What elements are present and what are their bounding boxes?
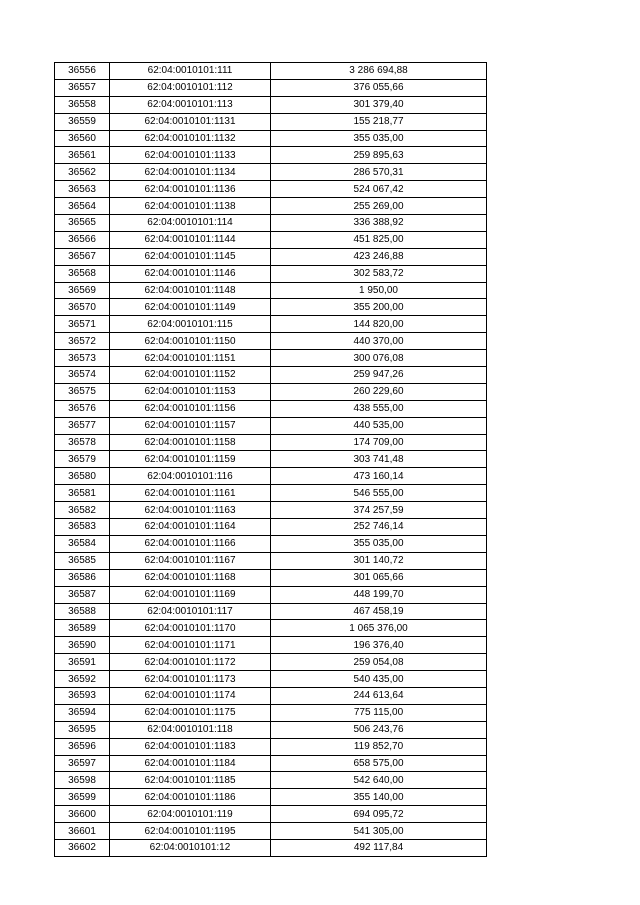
cadastral-value-cell: 302 583,72 (271, 265, 487, 282)
table-row (55, 333, 487, 350)
row-number-cell: 36575 (55, 383, 110, 400)
cadastral-value-cell: 775 115,00 (271, 704, 487, 721)
row-number-cell: 36571 (55, 316, 110, 333)
table-row (55, 383, 487, 400)
row-number-cell: 36597 (55, 755, 110, 772)
cadastral-number-cell: 62:04:0010101:115 (110, 316, 271, 333)
table-row (55, 721, 487, 738)
cadastral-number-cell: 62:04:0010101:1166 (110, 535, 271, 552)
table-row (55, 569, 487, 586)
cadastral-value-cell: 244 613,64 (271, 687, 487, 704)
row-number-cell: 36558 (55, 96, 110, 113)
row-number-cell: 36564 (55, 198, 110, 215)
row-number-cell: 36599 (55, 789, 110, 806)
cadastral-value-cell: 260 229,60 (271, 383, 487, 400)
cadastral-value-cell: 506 243,76 (271, 721, 487, 738)
cadastral-number-cell: 62:04:0010101:111 (110, 63, 271, 80)
table-row (55, 79, 487, 96)
table-row (55, 654, 487, 671)
row-number-cell: 36563 (55, 181, 110, 198)
cadastral-number-cell: 62:04:0010101:1183 (110, 738, 271, 755)
row-number-cell: 36580 (55, 468, 110, 485)
row-number-cell: 36562 (55, 164, 110, 181)
cadastral-number-cell: 62:04:0010101:1167 (110, 552, 271, 569)
row-number-cell: 36594 (55, 704, 110, 721)
cadastral-value-cell: 451 825,00 (271, 231, 487, 248)
cadastral-value-cell: 423 246,88 (271, 248, 487, 265)
table-row (55, 620, 487, 637)
cadastral-value-cell: 3 286 694,88 (271, 63, 487, 80)
cadastral-value-cell: 376 055,66 (271, 79, 487, 96)
cadastral-value-cell: 438 555,00 (271, 400, 487, 417)
row-number-cell: 36573 (55, 350, 110, 367)
row-number-cell: 36567 (55, 248, 110, 265)
table-row (55, 113, 487, 130)
row-number-cell: 36602 (55, 839, 110, 856)
cadastral-value-cell: 174 709,00 (271, 434, 487, 451)
cadastral-number-cell: 62:04:0010101:1148 (110, 282, 271, 299)
row-number-cell: 36587 (55, 586, 110, 603)
cadastral-number-cell: 62:04:0010101:1134 (110, 164, 271, 181)
table-row (55, 502, 487, 519)
row-number-cell: 36596 (55, 738, 110, 755)
table-row (55, 755, 487, 772)
cadastral-value-cell: 259 947,26 (271, 367, 487, 384)
cadastral-value-cell: 259 054,08 (271, 654, 487, 671)
row-number-cell: 36556 (55, 63, 110, 80)
table-row (55, 637, 487, 654)
cadastral-value-cell: 473 160,14 (271, 468, 487, 485)
cadastral-number-cell: 62:04:0010101:1151 (110, 350, 271, 367)
cadastral-value-cell: 355 200,00 (271, 299, 487, 316)
row-number-cell: 36570 (55, 299, 110, 316)
cadastral-number-cell: 62:04:0010101:114 (110, 215, 271, 232)
row-number-cell: 36565 (55, 215, 110, 232)
cadastral-number-cell: 62:04:0010101:1186 (110, 789, 271, 806)
cadastral-number-cell: 62:04:0010101:1172 (110, 654, 271, 671)
row-number-cell: 36598 (55, 772, 110, 789)
table-row (55, 535, 487, 552)
cadastral-number-cell: 62:04:0010101:1153 (110, 383, 271, 400)
cadastral-number-cell: 62:04:0010101:1163 (110, 502, 271, 519)
table-row (55, 198, 487, 215)
cadastral-number-cell: 62:04:0010101:1174 (110, 687, 271, 704)
row-number-cell: 36574 (55, 367, 110, 384)
cadastral-value-cell: 448 199,70 (271, 586, 487, 603)
cadastral-value-cell: 1 065 376,00 (271, 620, 487, 637)
row-number-cell: 36582 (55, 502, 110, 519)
table-row (55, 671, 487, 688)
cadastral-value-cell: 336 388,92 (271, 215, 487, 232)
cadastral-value-cell: 440 370,00 (271, 333, 487, 350)
table-row (55, 248, 487, 265)
row-number-cell: 36586 (55, 569, 110, 586)
cadastral-number-cell: 62:04:0010101:1131 (110, 113, 271, 130)
cadastral-number-cell: 62:04:0010101:118 (110, 721, 271, 738)
cadastral-number-cell: 62:04:0010101:1159 (110, 451, 271, 468)
cadastral-value-cell: 196 376,40 (271, 637, 487, 654)
cadastral-number-cell: 62:04:0010101:119 (110, 806, 271, 823)
cadastral-number-cell: 62:04:0010101:1156 (110, 400, 271, 417)
cadastral-number-cell: 62:04:0010101:1164 (110, 519, 271, 536)
cadastral-number-cell: 62:04:0010101:113 (110, 96, 271, 113)
cadastral-number-cell: 62:04:0010101:1157 (110, 417, 271, 434)
row-number-cell: 36569 (55, 282, 110, 299)
table-row (55, 231, 487, 248)
row-number-cell: 36561 (55, 147, 110, 164)
table-row (55, 350, 487, 367)
cadastral-number-cell: 62:04:0010101:1133 (110, 147, 271, 164)
cadastral-value-cell: 374 257,59 (271, 502, 487, 519)
cadastral-value-cell: 355 140,00 (271, 789, 487, 806)
table-body (55, 63, 487, 857)
row-number-cell: 36581 (55, 485, 110, 502)
cadastral-value-table (54, 62, 487, 857)
row-number-cell: 36593 (55, 687, 110, 704)
cadastral-value-cell: 301 379,40 (271, 96, 487, 113)
cadastral-number-cell: 62:04:0010101:112 (110, 79, 271, 96)
row-number-cell: 36566 (55, 231, 110, 248)
cadastral-number-cell: 62:04:0010101:1171 (110, 637, 271, 654)
cadastral-value-cell: 144 820,00 (271, 316, 487, 333)
cadastral-value-cell: 1 950,00 (271, 282, 487, 299)
table-row (55, 265, 487, 282)
row-number-cell: 36585 (55, 552, 110, 569)
cadastral-value-cell: 492 117,84 (271, 839, 487, 856)
cadastral-value-cell: 541 305,00 (271, 823, 487, 840)
row-number-cell: 36592 (55, 671, 110, 688)
table-row (55, 367, 487, 384)
table-row (55, 417, 487, 434)
cadastral-value-cell: 252 746,14 (271, 519, 487, 536)
cadastral-value-cell: 524 067,42 (271, 181, 487, 198)
cadastral-number-cell: 62:04:0010101:1168 (110, 569, 271, 586)
table-row (55, 704, 487, 721)
cadastral-value-cell: 155 218,77 (271, 113, 487, 130)
cadastral-number-cell: 62:04:0010101:116 (110, 468, 271, 485)
row-number-cell: 36589 (55, 620, 110, 637)
row-number-cell: 36584 (55, 535, 110, 552)
row-number-cell: 36578 (55, 434, 110, 451)
row-number-cell: 36577 (55, 417, 110, 434)
row-number-cell: 36590 (55, 637, 110, 654)
cadastral-value-cell: 658 575,00 (271, 755, 487, 772)
cadastral-value-cell: 542 640,00 (271, 772, 487, 789)
row-number-cell: 36595 (55, 721, 110, 738)
cadastral-number-cell: 62:04:0010101:1138 (110, 198, 271, 215)
table-row (55, 468, 487, 485)
row-number-cell: 36559 (55, 113, 110, 130)
table-row (55, 603, 487, 620)
table-row (55, 63, 487, 80)
table-row (55, 147, 487, 164)
cadastral-value-cell: 467 458,19 (271, 603, 487, 620)
table-row (55, 130, 487, 147)
table-row (55, 823, 487, 840)
row-number-cell: 36588 (55, 603, 110, 620)
cadastral-value-cell: 301 140,72 (271, 552, 487, 569)
cadastral-value-cell: 119 852,70 (271, 738, 487, 755)
cadastral-number-cell: 62:04:0010101:1175 (110, 704, 271, 721)
cadastral-value-cell: 355 035,00 (271, 130, 487, 147)
table-row (55, 164, 487, 181)
row-number-cell: 36601 (55, 823, 110, 840)
cadastral-value-cell: 440 535,00 (271, 417, 487, 434)
table-row (55, 299, 487, 316)
cadastral-number-cell: 62:04:0010101:1152 (110, 367, 271, 384)
cadastral-value-cell: 300 076,08 (271, 350, 487, 367)
table-row (55, 282, 487, 299)
row-number-cell: 36576 (55, 400, 110, 417)
cadastral-number-cell: 62:04:0010101:1195 (110, 823, 271, 840)
cadastral-number-cell: 62:04:0010101:1144 (110, 231, 271, 248)
table-row (55, 96, 487, 113)
cadastral-value-cell: 355 035,00 (271, 535, 487, 552)
row-number-cell: 36557 (55, 79, 110, 96)
table-row (55, 451, 487, 468)
cadastral-value-cell: 259 895,63 (271, 147, 487, 164)
row-number-cell: 36560 (55, 130, 110, 147)
row-number-cell: 36572 (55, 333, 110, 350)
cadastral-number-cell: 62:04:0010101:1161 (110, 485, 271, 502)
cadastral-number-cell: 62:04:0010101:1136 (110, 181, 271, 198)
row-number-cell: 36568 (55, 265, 110, 282)
table-row (55, 485, 487, 502)
cadastral-number-cell: 62:04:0010101:1169 (110, 586, 271, 603)
table-row (55, 434, 487, 451)
table-row (55, 687, 487, 704)
cadastral-number-cell: 62:04:0010101:1145 (110, 248, 271, 265)
row-number-cell: 36600 (55, 806, 110, 823)
cadastral-number-cell: 62:04:0010101:1132 (110, 130, 271, 147)
table-row (55, 738, 487, 755)
table-row (55, 586, 487, 603)
cadastral-number-cell: 62:04:0010101:1170 (110, 620, 271, 637)
cadastral-value-cell: 546 555,00 (271, 485, 487, 502)
table-row (55, 181, 487, 198)
cadastral-value-cell: 301 065,66 (271, 569, 487, 586)
cadastral-value-cell: 286 570,31 (271, 164, 487, 181)
row-number-cell: 36583 (55, 519, 110, 536)
cadastral-number-cell: 62:04:0010101:1158 (110, 434, 271, 451)
table-row (55, 552, 487, 569)
cadastral-number-cell: 62:04:0010101:117 (110, 603, 271, 620)
cadastral-number-cell: 62:04:0010101:1185 (110, 772, 271, 789)
cadastral-value-cell: 694 095,72 (271, 806, 487, 823)
table-row (55, 400, 487, 417)
row-number-cell: 36579 (55, 451, 110, 468)
cadastral-value-cell: 255 269,00 (271, 198, 487, 215)
table-row (55, 519, 487, 536)
cadastral-number-cell: 62:04:0010101:1149 (110, 299, 271, 316)
cadastral-number-cell: 62:04:0010101:12 (110, 839, 271, 856)
row-number-cell: 36591 (55, 654, 110, 671)
cadastral-number-cell: 62:04:0010101:1146 (110, 265, 271, 282)
table-row (55, 215, 487, 232)
table-row (55, 806, 487, 823)
table-row (55, 839, 487, 856)
table-row (55, 316, 487, 333)
cadastral-value-cell: 540 435,00 (271, 671, 487, 688)
table-row (55, 772, 487, 789)
cadastral-number-cell: 62:04:0010101:1184 (110, 755, 271, 772)
cadastral-value-cell: 303 741,48 (271, 451, 487, 468)
table-row (55, 789, 487, 806)
cadastral-number-cell: 62:04:0010101:1150 (110, 333, 271, 350)
cadastral-number-cell: 62:04:0010101:1173 (110, 671, 271, 688)
